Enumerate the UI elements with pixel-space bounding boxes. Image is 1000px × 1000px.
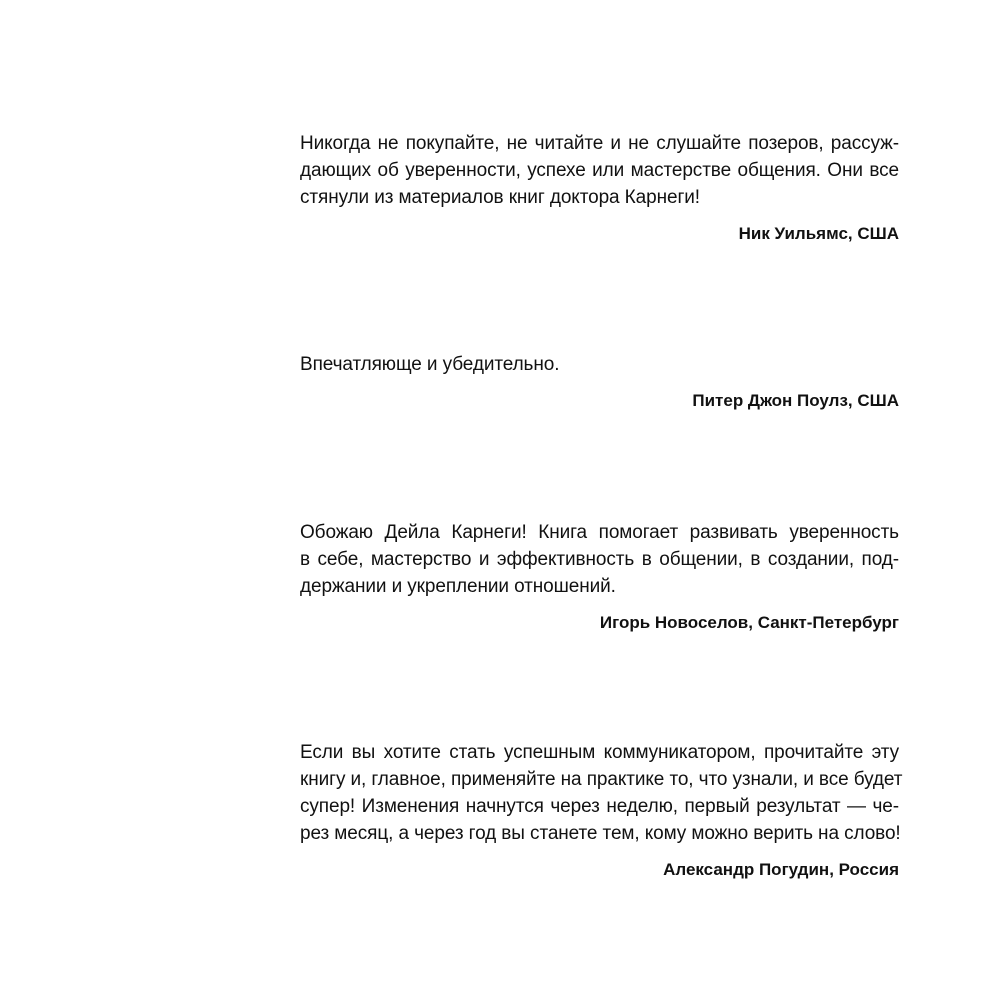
- quote-line: дающих об уверенности, успехе или мастерстве общения. Они все: [300, 160, 899, 181]
- quote-line: Обожаю Дейла Карнеги! Книга помогает развивать уверенность: [300, 522, 899, 543]
- testimonial-author: Ник Уильямс, США: [738, 224, 899, 243]
- testimonial-author: Александр Погудин, Россия: [663, 860, 899, 879]
- testimonial: [300, 519, 899, 635]
- quote-line: Впечатляюще и убедительно.: [300, 354, 560, 375]
- quote-line: стянули из материалов книг доктора Карнеги!: [300, 187, 700, 208]
- testimonial-quote: [300, 739, 903, 847]
- testimonial: [300, 739, 903, 882]
- testimonial-quote: [300, 130, 899, 211]
- quote-line: книгу и, главное, применяйте на практике то, что узнали, и все будет: [300, 769, 903, 790]
- quote-line: Никогда не покупайте, не читайте и не слушайте позеров, рассуж-: [300, 133, 899, 154]
- testimonial-quote: [300, 351, 899, 378]
- quote-line: рез месяц, а через год вы станете тем, кому можно верить на слово!: [300, 823, 901, 844]
- testimonial-author: Питер Джон Поулз, США: [692, 391, 899, 410]
- quote-line: держании и укреплении отношений.: [300, 576, 616, 597]
- testimonial-quote: [300, 519, 899, 600]
- quote-line: в себе, мастерство и эффективность в общении, в создании, под-: [300, 549, 899, 570]
- testimonial-author: Игорь Новоселов, Санкт-Петербург: [599, 613, 899, 632]
- quote-line: Если вы хотите стать успешным коммуникатором, прочитайте эту: [300, 742, 899, 763]
- testimonial: [300, 351, 899, 413]
- quote-line: супер! Изменения начнутся через неделю, первый результат — че-: [300, 796, 899, 817]
- testimonial: [300, 130, 899, 246]
